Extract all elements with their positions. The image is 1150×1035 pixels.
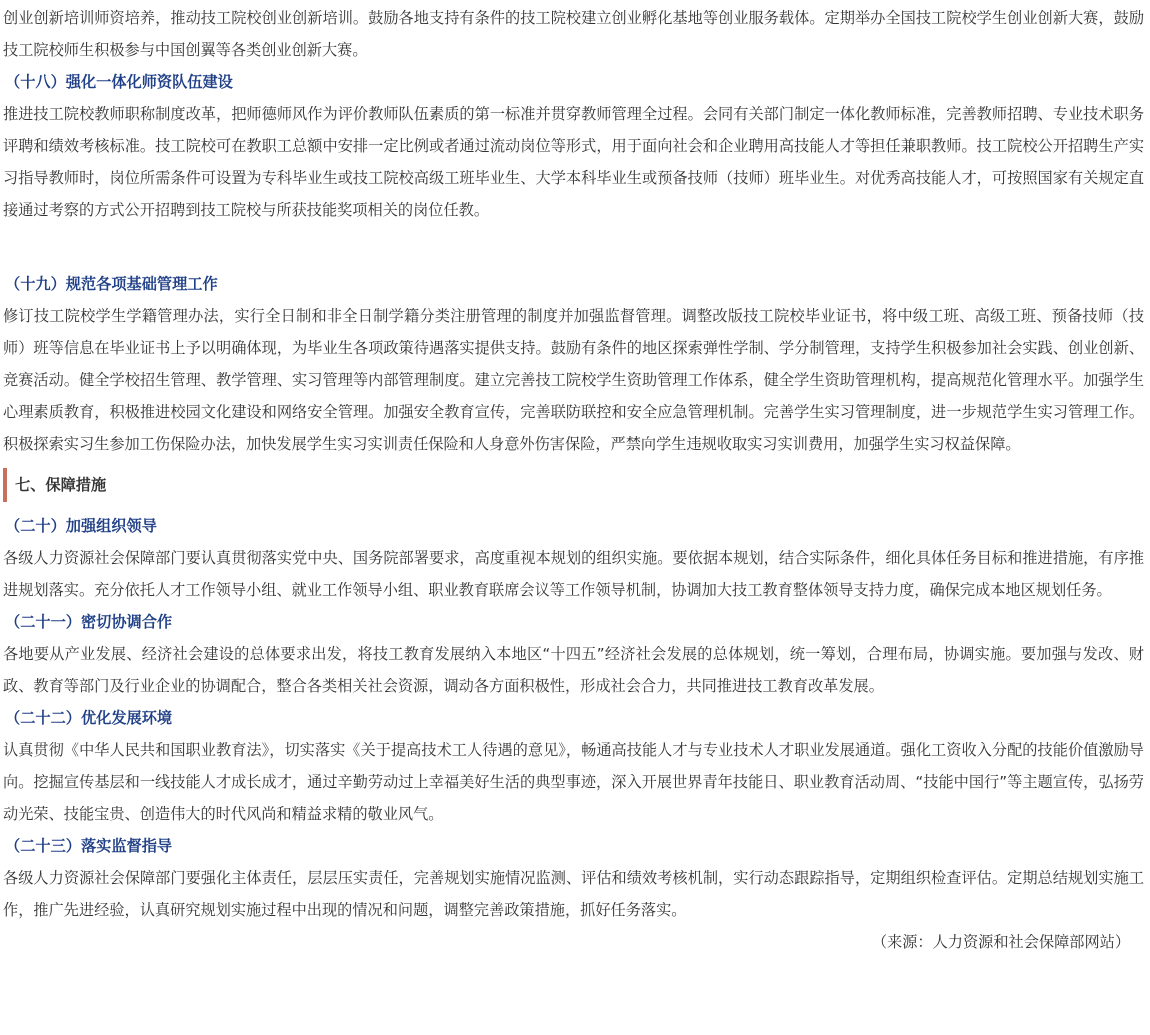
heading-23: （二十三）落实监督指导: [5, 837, 173, 855]
section-accent-bar: [3, 468, 7, 502]
paragraph-23: 各级人力资源社会保障部门要强化主体责任，层层压实责任，完善规划实施情况监测、评估和绩效考核机制，实行动态跟踪指导，定期组织检查评估。定期总结规划实施工作，推广先进经验，认真研究规划实施过程中出现的情况和问题，调整完善政策措施，抓好任务落实。: [3, 869, 1144, 919]
section-heading-7-text: 七、保障措施: [15, 476, 107, 494]
spacer: [3, 226, 1144, 268]
heading-18: （十八）强化一体化师资队伍建设: [5, 73, 233, 91]
paragraph-19: 修订技工院校学生学籍管理办法，实行全日制和非全日制学籍分类注册管理的制度并加强监督管理。调整改版技工院校毕业证书，将中级工班、高级工班、预备技师（技师）班等信息在毕业证书上予以明确体现，为毕业生各项政策待遇落实提供支持。鼓励有条件的地区探索弹性学制、学分制管理，支持学生积极参加社会实践、创业创新、竞赛活动。健全学校招生管理、教学管理、实习管理等内部管理制度。建立完善技工院校学生资助管理工作体系，健全学生资助管理机构，提高规范化管理水平。加强学生心理素质教育，积极推进校园文化建设和网络安全管理。加强安全教育宣传，完善联防联控和安全应急管理机制。完善学生实习管理制度，进一步规范学生实习管理工作。积极探索实习生参加工伤保险办法，加快发展学生实习实训责任保险和人身意外伤害保险，严禁向学生违规收取实习实训费用，加强学生实习权益保障。: [3, 307, 1144, 453]
paragraph-20: 各级人力资源社会保障部门要认真贯彻落实党中央、国务院部署要求，高度重视本规划的组织实施。要依据本规划，结合实际条件，细化具体任务目标和推进措施，有序推进规划落实。充分依托人才工作领导小组、就业工作领导小组、职业教育联席会议等工作领导机制，协调加大技工教育整体领导支持力度，确保完成本地区规划任务。: [3, 549, 1144, 599]
heading-20: （二十）加强组织领导: [5, 517, 157, 535]
intro-paragraph: 创业创新培训师资培养，推动技工院校创业创新培训。鼓励各地支持有条件的技工院校建立创业孵化基地等创业服务载体。定期举办全国技工院校学生创业创新大赛，鼓励技工院校师生积极参与中国创翼等各类创业创新大赛。: [3, 9, 1144, 59]
heading-19: （十九）规范各项基础管理工作: [5, 275, 218, 293]
source-attribution: （来源：人力资源和社会保障部网站）: [871, 933, 1130, 951]
paragraph-21: 各地要从产业发展、经济社会建设的总体要求出发，将技工教育发展纳入本地区“十四五”经济社会发展的总体规划，统一筹划，合理布局，协调实施。要加强与发改、财政、教育等部门及行业企业的协调配合，整合各类相关社会资源，调动各方面积极性，形成社会合力，共同推进技工教育改革发展。: [3, 645, 1144, 695]
paragraph-22: 认真贯彻《中华人民共和国职业教育法》，切实落实《关于提高技术工人待遇的意见》，畅通高技能人才与专业技术人才职业发展通道。强化工资收入分配的技能价值激励导向。挖掘宣传基层和一线技能人才成长成才，通过辛勤劳动过上幸福美好生活的典型事迹，深入开展世界青年技能日、职业教育活动周、“技能中国行”等主题宣传，弘扬劳动光荣、技能宝贵、创造伟大的时代风尚和精益求精的敬业风气。: [3, 741, 1144, 823]
heading-21: （二十一）密切协调合作: [5, 613, 173, 631]
section-heading-7: [3, 468, 1144, 502]
heading-22: （二十二）优化发展环境: [5, 709, 173, 727]
paragraph-18: 推进技工院校教师职称制度改革，把师德师风作为评价教师队伍素质的第一标准并贯穿教师管理全过程。会同有关部门制定一体化教师标准，完善教师招聘、专业技术职务评聘和绩效考核标准。技工院校可在教职工总额中安排一定比例或者通过流动岗位等形式，用于面向社会和企业聘用高技能人才等担任兼职教师。技工院校公开招聘生产实习指导教师时，岗位所需条件可设置为专科毕业生或技工院校高级工班毕业生、大学本科毕业生或预备技师（技师）班毕业生。对优秀高技能人才，可按照国家有关规定直接通过考察的方式公开招聘到技工院校与所获技能奖项相关的岗位任教。: [3, 105, 1144, 219]
